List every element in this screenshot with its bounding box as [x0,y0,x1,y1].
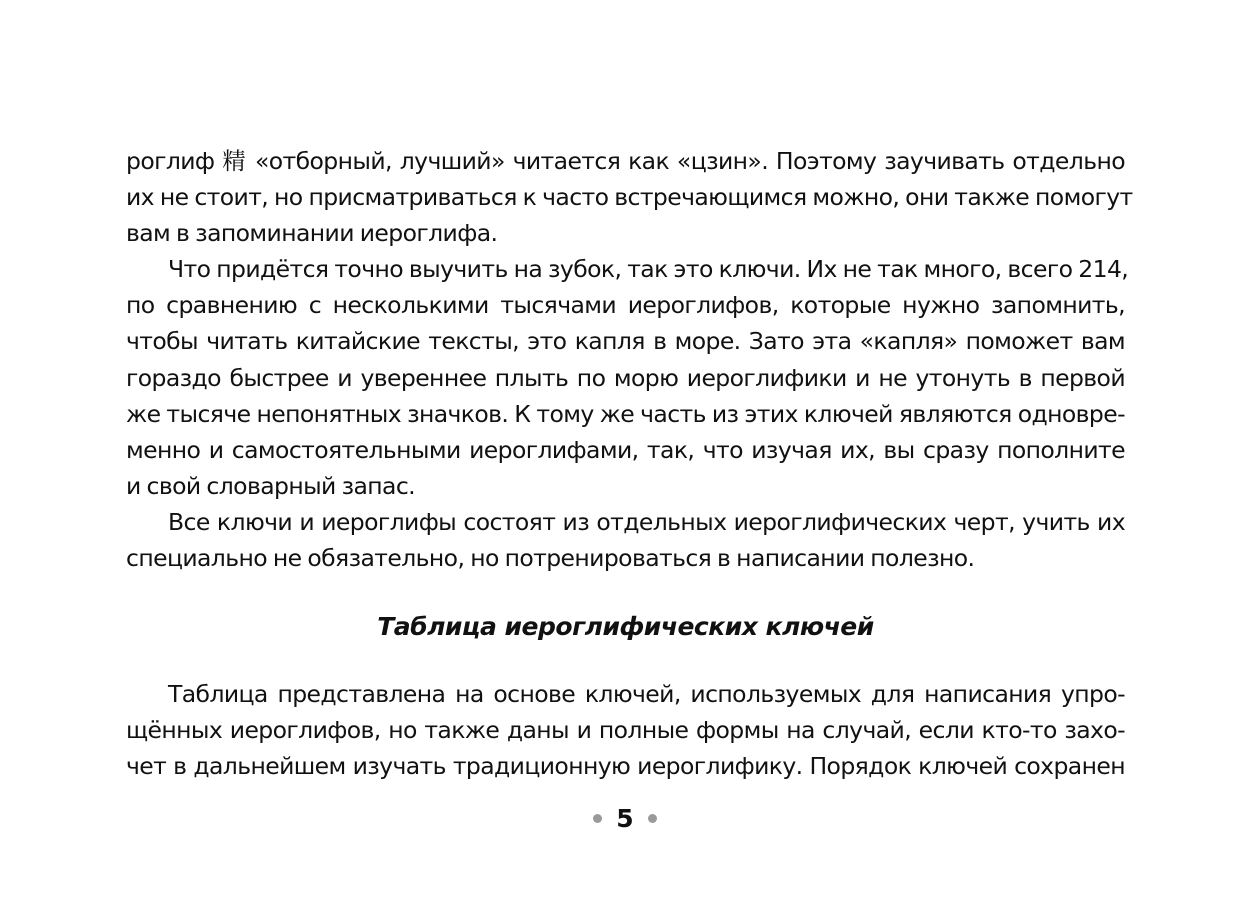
text-line: и свой словарный запас. [126,471,416,500]
text-line: вам в запоминании иероглифа. [126,219,498,248]
bullet-dot-icon [593,814,602,823]
text-line: гораздо быстрее и увереннее плыть по морю иероглифики и не утонуть в первой [126,363,1125,392]
text-line: же тысяче непонятных значков. К тому же часть из этих ключей являются одновре- [126,399,1125,428]
text-line: Таблица представлена на основе ключей, используемых для написания упро- [168,680,1125,709]
text-line: чет в дальнейшем изучать традиционную иероглифику. Порядок ключей сохранен [126,752,1125,781]
paragraph-table-intro [126,676,1125,784]
page-number: 5 [616,803,634,833]
text-line: Что придётся точно выучить на зубок, так это ключи. Их не так много, всего 214, [168,255,1129,284]
page-body [126,143,1133,784]
text-line: чтобы читать китайские тексты, это капля в море. Зато эта «капля» поможет вам [126,327,1125,356]
page-footer [0,798,1250,838]
paragraph-strokes [126,504,1125,576]
text-line: роглиф 精 «отборный, лучший» читается как «цзин». Поэтому заучивать отдельно [126,147,1125,175]
text-line: щённых иероглифов, но также даны и полные формы на случай, если кто-то захо- [126,716,1125,745]
bullet-dot-icon [648,814,657,823]
text-line: их не стоит, но присматриваться к часто встречающимся можно, они также помогут [126,183,1133,212]
section-heading: Таблица иероглифических ключей [377,612,874,642]
paragraph-keys [126,251,1129,504]
text-line: Все ключи и иероглифы состоят из отдельных иероглифических черт, учить их [168,507,1125,536]
text-line: по сравнению с несколькими тысячами иероглифов, которые нужно запомнить, [126,291,1125,320]
paragraph-continuation [126,143,1133,251]
text-line: специально не обязательно, но потренироваться в написании полезно. [126,544,975,573]
text-line: менно и самостоятельными иероглифами, так, что изучая их, вы сразу пополните [126,435,1125,464]
